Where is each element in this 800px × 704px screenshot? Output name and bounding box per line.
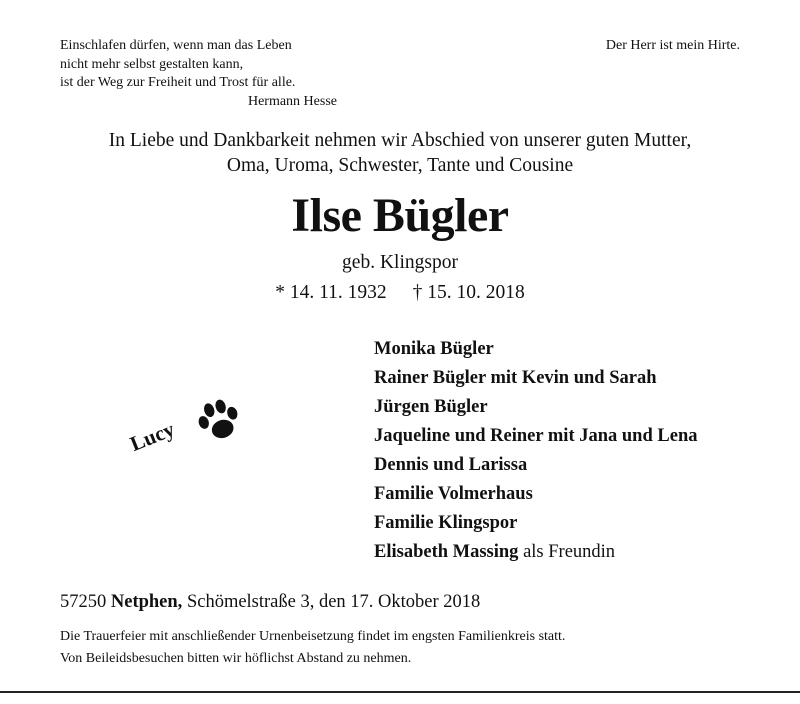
mourner-row: Monika Bügler: [374, 339, 494, 359]
deceased-name: Ilse Bügler: [291, 189, 509, 242]
street-date: Schömelstraße 3, den 17. Oktober 2018: [186, 592, 481, 612]
mourner-row: Elisabeth Massing als Freundin: [374, 542, 616, 562]
paw-icon: [194, 398, 242, 444]
bottom-border: [0, 691, 800, 693]
mourner-row: Familie Klingspor: [374, 513, 518, 533]
funeral-notes: [60, 626, 565, 670]
mourners-list: [374, 335, 697, 567]
quote-author: Hermann Hesse: [247, 93, 337, 109]
birth-name: geb. Klingspor: [342, 252, 458, 273]
mourner-row: Jaqueline und Reiner mit Jana und Lena: [374, 426, 698, 446]
quote-line: Einschlafen dürfen, wenn man das Leben: [60, 38, 292, 53]
pet-tribute: [126, 398, 250, 478]
quote-line: nicht mehr selbst gestalten kann,: [60, 56, 244, 72]
mourner-relation: als Freundin: [518, 542, 616, 562]
city: Netphen,: [110, 592, 183, 612]
pet-name: Lucy: [126, 416, 178, 457]
address-line: [60, 590, 480, 614]
zip-code: 57250: [60, 592, 107, 612]
mourner-row: Dennis und Larissa: [374, 455, 528, 475]
note-line: Die Trauerfeier mit anschließender Urnenbeisetzung findet im engsten Familienkreis statt.: [60, 629, 566, 644]
intro-line-2: Oma, Uroma, Schwester, Tante und Cousine: [226, 155, 574, 176]
intro-text: [0, 128, 800, 178]
mourner-row: Jürgen Bügler: [374, 397, 488, 417]
birth-date: * 14. 11. 1932: [275, 282, 387, 303]
life-dates: [0, 281, 800, 305]
death-date: † 15. 10. 2018: [412, 282, 525, 303]
mourner-row: Familie Volmerhaus: [374, 484, 533, 504]
note-line: Von Beileidsbesuchen bitten wir höflichst Abstand zu nehmen.: [60, 651, 412, 666]
quote-line: ist der Weg zur Freiheit und Trost für alle.: [60, 75, 296, 90]
mourner-row: Rainer Bügler mit Kevin und Sarah: [374, 368, 657, 388]
hesse-quote: [60, 37, 350, 111]
bible-motto: Der Herr ist mein Hirte.: [605, 38, 740, 53]
intro-line-1: In Liebe und Dankbarkeit nehmen wir Abschied von unserer guten Mutter,: [108, 130, 692, 151]
